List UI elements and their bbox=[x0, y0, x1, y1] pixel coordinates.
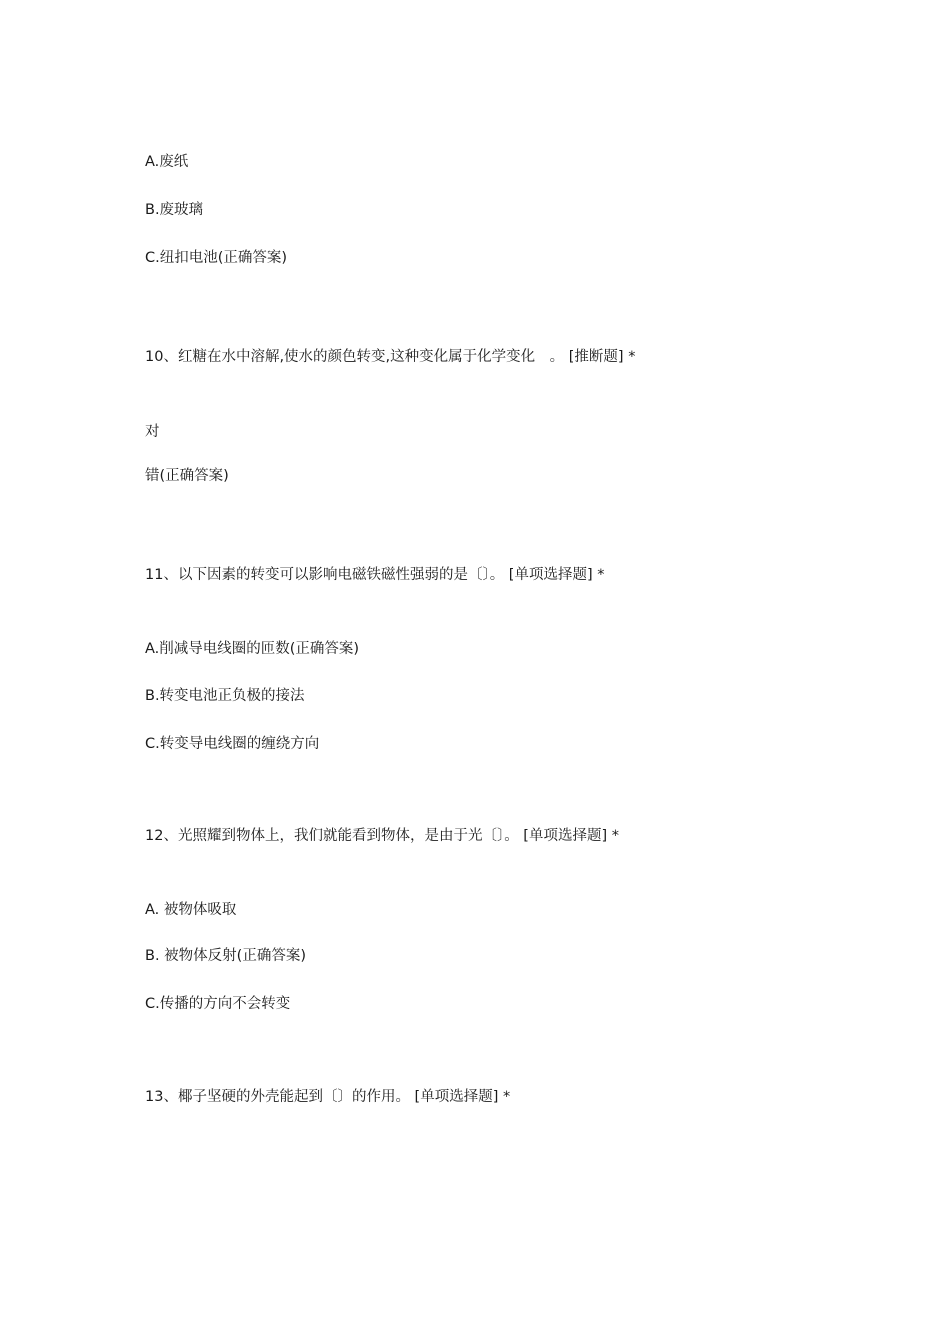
option-q11-a: A.削减导电线圈的匝数(正确答案) bbox=[145, 641, 360, 657]
option-q10-false: 错(正确答案) bbox=[145, 468, 229, 484]
option-q12-a: A. 被物体吸取 bbox=[145, 902, 237, 918]
option-prev-a: A.废纸 bbox=[145, 154, 189, 170]
option-q11-b: B.转变电池正负极的接法 bbox=[145, 688, 305, 704]
option-prev-b: B.废玻璃 bbox=[145, 202, 204, 218]
option-q12-b: B. 被物体反射(正确答案) bbox=[145, 948, 306, 964]
question-13: 13、椰子坚硬的外壳能起到〔〕的作用。 [单项选择题] * bbox=[145, 1089, 511, 1105]
option-q11-c: C.转变导电线圈的缠绕方向 bbox=[145, 736, 320, 752]
option-q10-true: 对 bbox=[145, 424, 160, 440]
question-12: 12、光照耀到物体上，我们就能看到物体，是由于光〔〕。 [单项选择题] * bbox=[145, 828, 619, 844]
option-q12-c: C.传播的方向不会转变 bbox=[145, 996, 291, 1012]
option-prev-c: C.纽扣电池(正确答案) bbox=[145, 250, 288, 266]
question-10: 10、红糖在水中溶解,使水的颜色转变,这种变化属于化学变化 。 [推断题] * bbox=[145, 349, 636, 365]
question-11: 11、以下因素的转变可以影响电磁铁磁性强弱的是〔〕。 [单项选择题] * bbox=[145, 567, 605, 583]
